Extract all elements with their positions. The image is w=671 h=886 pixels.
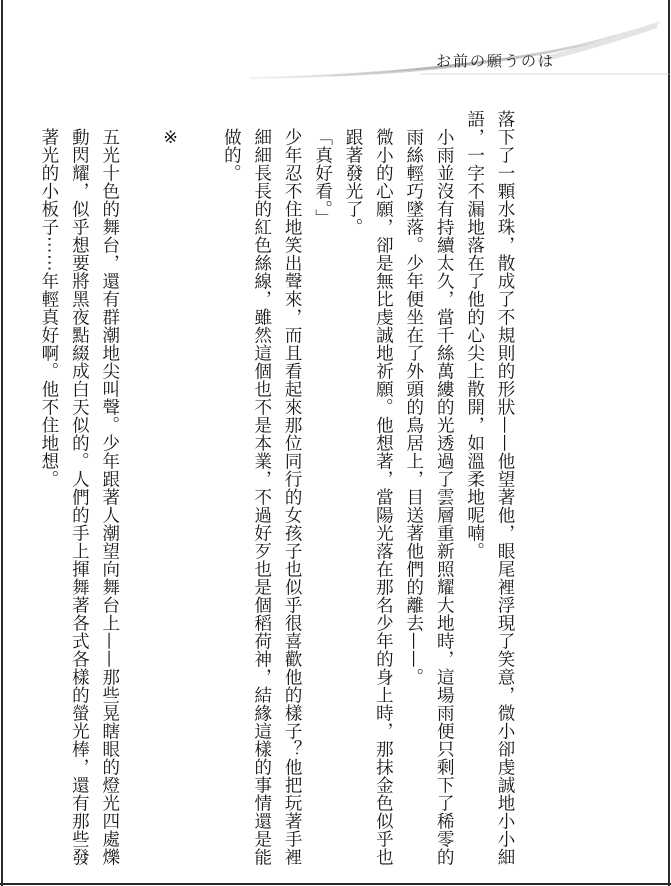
section-break-mark: ※ [160, 127, 181, 148]
blank-line [125, 110, 155, 870]
page-border-left [1, 0, 3, 886]
running-header [0, 0, 671, 80]
paragraph: 微小的心願，卻是無比虔誠地祈願。他想著，當陽光落在那名少年的身上時，那抹金色似乎也跟著發光了。 [342, 127, 394, 866]
page-border-bottom [0, 883, 671, 885]
dialogue-line: 「真好看。」 [312, 127, 333, 227]
paragraph: 少年忍不住地笑出聲來，而且看起來那位同行的女孩子也似乎很喜歡他的樣子？他把玩著手裡細細長長的紅色絲線，雖然這個也不是本業，不過好歹也是個稻荷神，結緣這樣的事情還是能做的。 [221, 127, 303, 866]
paragraph: 小雨並沒有持續太久，當千絲萬縷的光透過了雲層重新照耀大地時，這場雨便只剩下了稀零的雨絲輕巧墜落。少年便坐在了外頭的鳥居上，目送著他們的離去——。 [403, 127, 455, 866]
header-swoosh-decoration [0, 0, 671, 80]
body-text [34, 110, 521, 870]
blank-line [186, 110, 216, 870]
paragraph-opening: 落下了一顆水珠，散成了不規則的形狀——他望著他，眼尾裡浮現了笑意，微小卻虔誠地小小細語，一字不漏地落在了他的心尖上散開，如溫柔地呢喃。 [464, 110, 515, 866]
page-border-right [668, 0, 670, 886]
chapter-title: お前の願うのは [436, 52, 556, 70]
paragraph: 五光十色的舞台，還有群潮地尖叫聲。少年跟著人潮望向舞台上——那些晃瞎眼的燈光四處爍動閃耀，似乎想要將黑夜點綴成白天似的。人們的手上揮舞著各式各樣的螢光棒，還有那些發著光的小板子⋯⋯年輕真好啊。他不住地想。 [38, 127, 120, 866]
